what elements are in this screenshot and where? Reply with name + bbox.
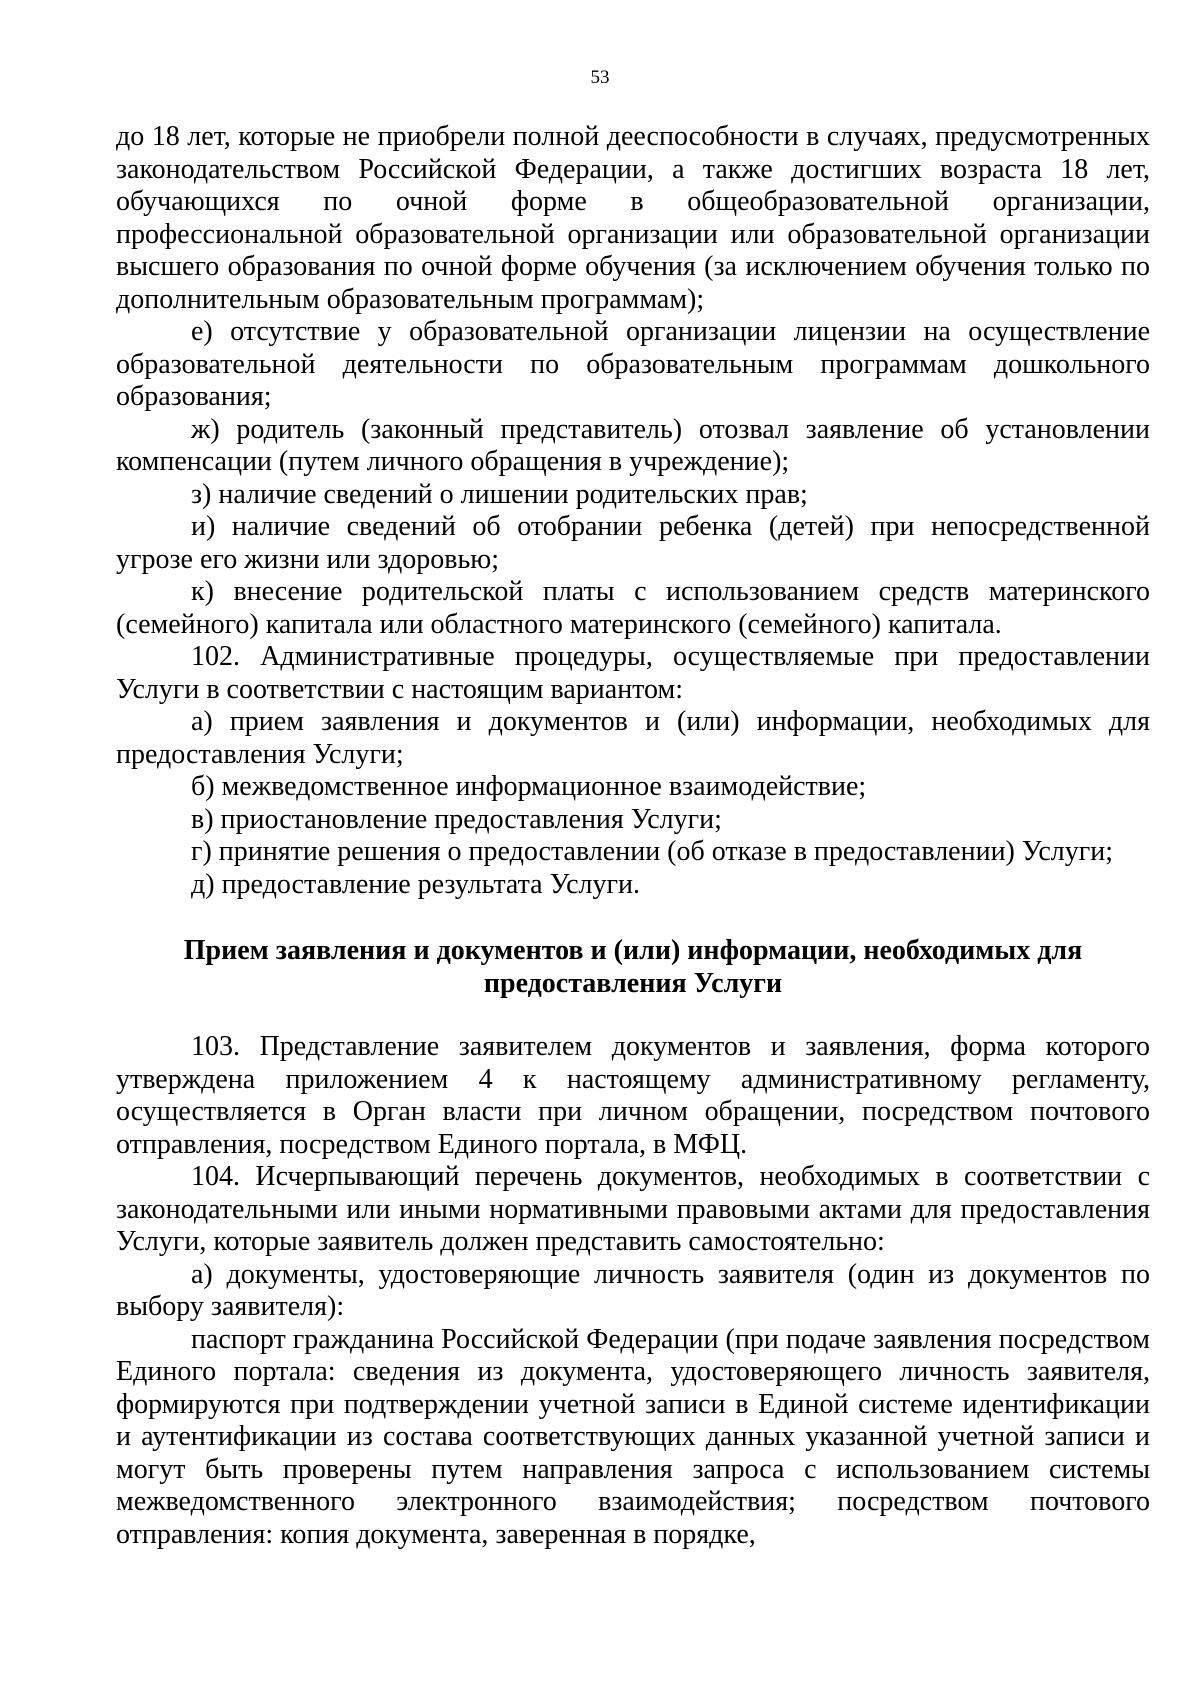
paragraph-passport: паспорт гражданина Российской Федерации (при подаче заявления посредством Единого портала: сведения из документа, удостоверяющего личность заявителя, формируются при подтверждении учетной записи в Единой системе идентификации и аутентификации из состава соответствующих данных указанной учетной записи и могут быть проверены путем направления запроса с использованием системы межведомственного электронного взаимодействия; посредством почтового отправления: копия документа, заверенная в порядке, (116, 1323, 1150, 1550)
paragraph-102: 102. Административные процедуры, осуществляемые при предоставлении Услуги в соответствии с настоящим вариантом: (116, 641, 1150, 705)
document-body (116, 121, 1150, 1551)
list-item-k: к) внесение родительской платы с использованием средств материнского (семейного) капитала или областного материнского (семейного) капитала. (116, 576, 1150, 640)
list-item-z: з) наличие сведений о лишении родительских прав; (191, 478, 808, 510)
list-item-d: д) предоставление результата Услуги. (191, 868, 640, 900)
paragraph-104: 104. Исчерпывающий перечень документов, необходимых в соответствии с законодательными или иными нормативными правовыми актами для предоставления Услуги, которые заявитель должен представить самостоятельно: (116, 1161, 1150, 1257)
list-item-v: в) приостановление предоставления Услуги; (191, 803, 722, 835)
section-heading: Прием заявления и документов и (или) информации, необходимых для предоставления Услуги (183, 935, 1083, 999)
list-item-b: б) межведомственное информационное взаимодействие; (191, 771, 867, 802)
list-item-zh: ж) родитель (законный представитель) отозвал заявление об установлении компенсации (путем личного обращения в учреждение); (116, 413, 1150, 477)
paragraph-continuation: до 18 лет, которые не приобрели полной дееспособности в случаях, предусмотренных законодательством Российской Федерации, а также достигших возраста 18 лет, обучающихся по очной форме в общеобразовательной организации, профессиональной образовательной организации или образовательной организации высшего образования по очной форме обучения (за исключением обучения только по дополнительным образовательным программам); (116, 121, 1150, 315)
list-item-i: и) наличие сведений об отобрании ребенка (детей) при непосредственной угрозе его жизни или здоровью; (116, 511, 1150, 575)
list-item-a: а) прием заявления и документов и (или) информации, необходимых для предоставления Услуги; (116, 706, 1150, 770)
list-item-g: г) принятие решения о предоставлении (об отказе в предоставлении) Услуги; (191, 836, 1113, 867)
list-item-e: е) отсутствие у образовательной организации лицензии на осуществление образовательной деятельности по образовательным программам дошкольного образования; (116, 316, 1150, 412)
page-number: 53 (590, 67, 610, 88)
list-item-a-documents: а) документы, удостоверяющие личность заявителя (один из документов по выбору заявителя): (116, 1258, 1150, 1322)
paragraph-103: 103. Представление заявителем документов и заявления, форма которого утверждена приложением 4 к настоящему административному регламенту, осуществляется в Орган власти при личном обращении, посредством почтового отправления, посредством Единого портала, в МФЦ. (116, 1031, 1150, 1160)
